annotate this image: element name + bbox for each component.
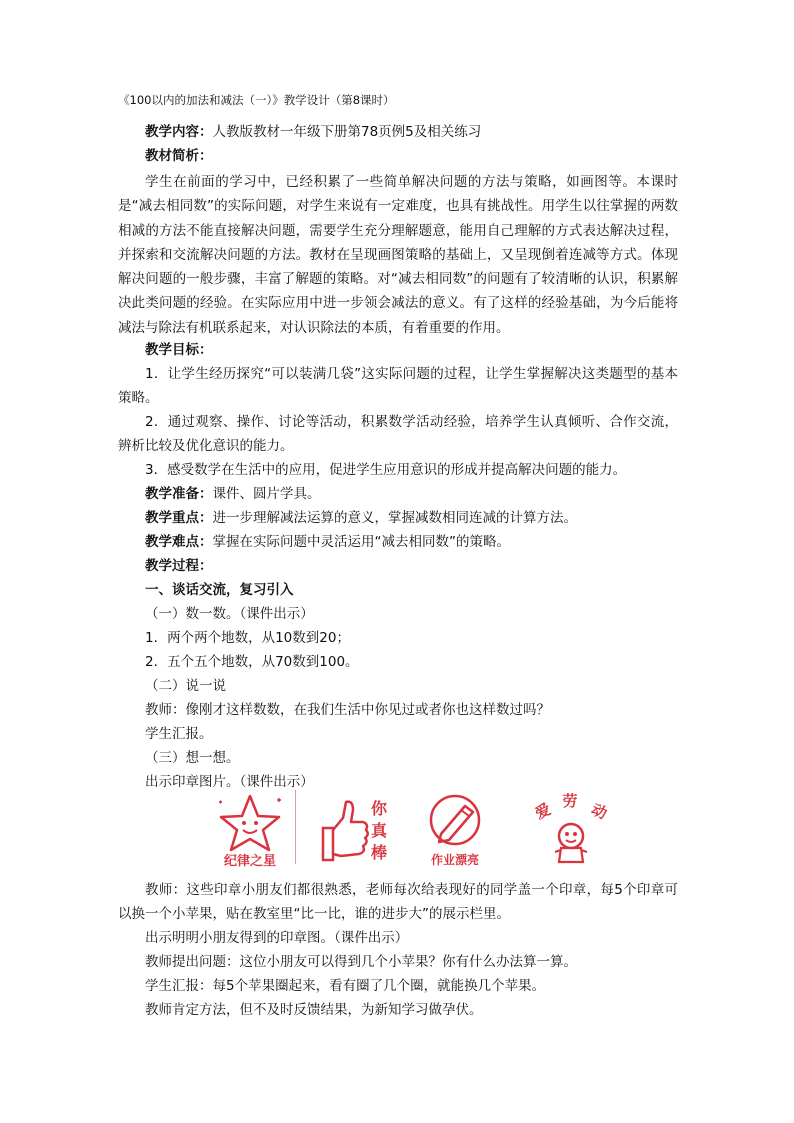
difficulty-label: 教学难点：	[145, 534, 213, 550]
labor-stamp-text-2: 劳	[562, 792, 578, 810]
thumb-stamp-text-2: 真	[370, 821, 388, 840]
analysis-paragraph: 学生在前面的学习中，已经积累了一些简单解决问题的方法与策略，如画图等。本课时是“减去相同数”的实际问题，对学生来说有一定难度，也具有挑战性。用学生以往掌握的两数相减的方法不能直接解决问题，需要学生充分理解题意，能用自己理解的方式表达解决过程，并探索和交流解决问题的方法。教材在呈现画图策略的基础上，又呈现倒着连减等方式。体现解决问题的一般步骤，丰富了解题的策略。对“减去相同数”的问题有了较清晰的认识，积累解决此类问题的经验。在实际应用中进一步领会减法的意义。有了这样的经验基础，为今后能将减法与除法有机联系起来，对认识除法的本质，有着重要的作用。	[118, 174, 678, 336]
content-line	[145, 120, 481, 144]
star-stamp-text: 纪律之星	[223, 854, 277, 869]
count-line-1: 1．两个两个地数，从10数到20；	[145, 630, 350, 646]
teacher-question-2: 教师提出问题：这位小朋友可以得到几个小苹果？你有什么办法算一算。	[145, 954, 577, 970]
thumb-stamp-text-1: 你	[370, 799, 388, 818]
goals-label: 教学目标：	[145, 342, 213, 358]
document-title: 《100以内的加法和减法（一）》教学设计（第8课时）	[118, 93, 395, 107]
count-line-2: 2．五个五个地数，从70数到100。	[145, 654, 359, 670]
stamp-images	[205, 790, 632, 870]
section-1-heading: 一、谈话交流，复习引入	[145, 582, 294, 598]
key-label: 教学重点：	[145, 510, 213, 526]
difficulty-text: 掌握在实际问题中灵活运用“减去相同数”的策略。	[212, 534, 510, 550]
process-label: 教学过程：	[145, 558, 213, 574]
prep-label: 教学准备：	[145, 486, 213, 502]
student-answer: 学生汇报：每5个苹果圈起来，看有圈了几个圈，就能换几个苹果。	[145, 978, 546, 994]
analysis-label: 教材简析：	[145, 148, 213, 164]
prep-line	[145, 482, 321, 506]
pencil-stamp-text: 作业漂亮	[430, 853, 480, 867]
analysis-heading	[145, 144, 213, 168]
teacher-question-1: 教师：像刚才这样数数，在我们生活中你见过或者你也这样数过吗？	[145, 702, 550, 718]
pencil-stamp	[415, 790, 495, 870]
difficulty-line	[145, 530, 510, 554]
sub-heading-3: （三）想一想。	[145, 750, 240, 766]
goal-2: 2．通过观察、操作、讨论等活动，积累数学活动经验，培养学生认真倾听、合作交流，辨析比较及优化意识的能力。	[118, 414, 678, 455]
goals-heading	[145, 338, 213, 362]
teacher-paragraph: 教师：这些印章小朋友们都很熟悉，老师每次给表现好的同学盖一个印章，每5个印章可以换一个小苹果，贴在教室里“比一比，谁的进步大”的展示栏里。	[118, 882, 678, 923]
student-report: 学生汇报。	[145, 726, 213, 742]
goal-1: 1．让学生经历探究“可以装满几袋”这实际问题的过程，让学生掌握解决这类题型的基本策略。	[118, 366, 678, 407]
goal-3: 3．感受数学在生活中的应用，促进学生应用意识的形成并提高解决问题的能力。	[145, 462, 627, 478]
thumb-stamp	[313, 790, 393, 870]
thumb-stamp-text-3: 棒	[370, 843, 388, 862]
key-line	[145, 506, 577, 530]
stamp-divider	[295, 790, 296, 864]
sub-heading-1: （一）数一数。（课件出示）	[145, 606, 314, 622]
labor-stamp	[525, 790, 620, 870]
key-text: 进一步理解减法运算的意义，掌握减数相同连减的计算方法。	[212, 510, 577, 526]
labor-stamp-text-3: 动	[588, 800, 610, 823]
teacher-affirm: 教师肯定方法，但不及时反馈结果，为新知学习做孕伏。	[145, 1002, 483, 1018]
labor-stamp-text-1: 爱	[532, 800, 554, 823]
process-heading	[145, 554, 213, 578]
show-stamps-line: 出示印章图片。（课件出示）	[145, 774, 314, 790]
show-ming-line: 出示明明小朋友得到的印章图。（课件出示）	[145, 930, 409, 946]
sub-heading-2: （二）说一说	[145, 678, 226, 694]
content-text: 人教版教材一年级下册第78页例5及相关练习	[212, 124, 482, 140]
star-stamp	[205, 790, 295, 870]
prep-text: 课件、圆片学具。	[212, 486, 321, 502]
content-label: 教学内容：	[145, 124, 213, 140]
